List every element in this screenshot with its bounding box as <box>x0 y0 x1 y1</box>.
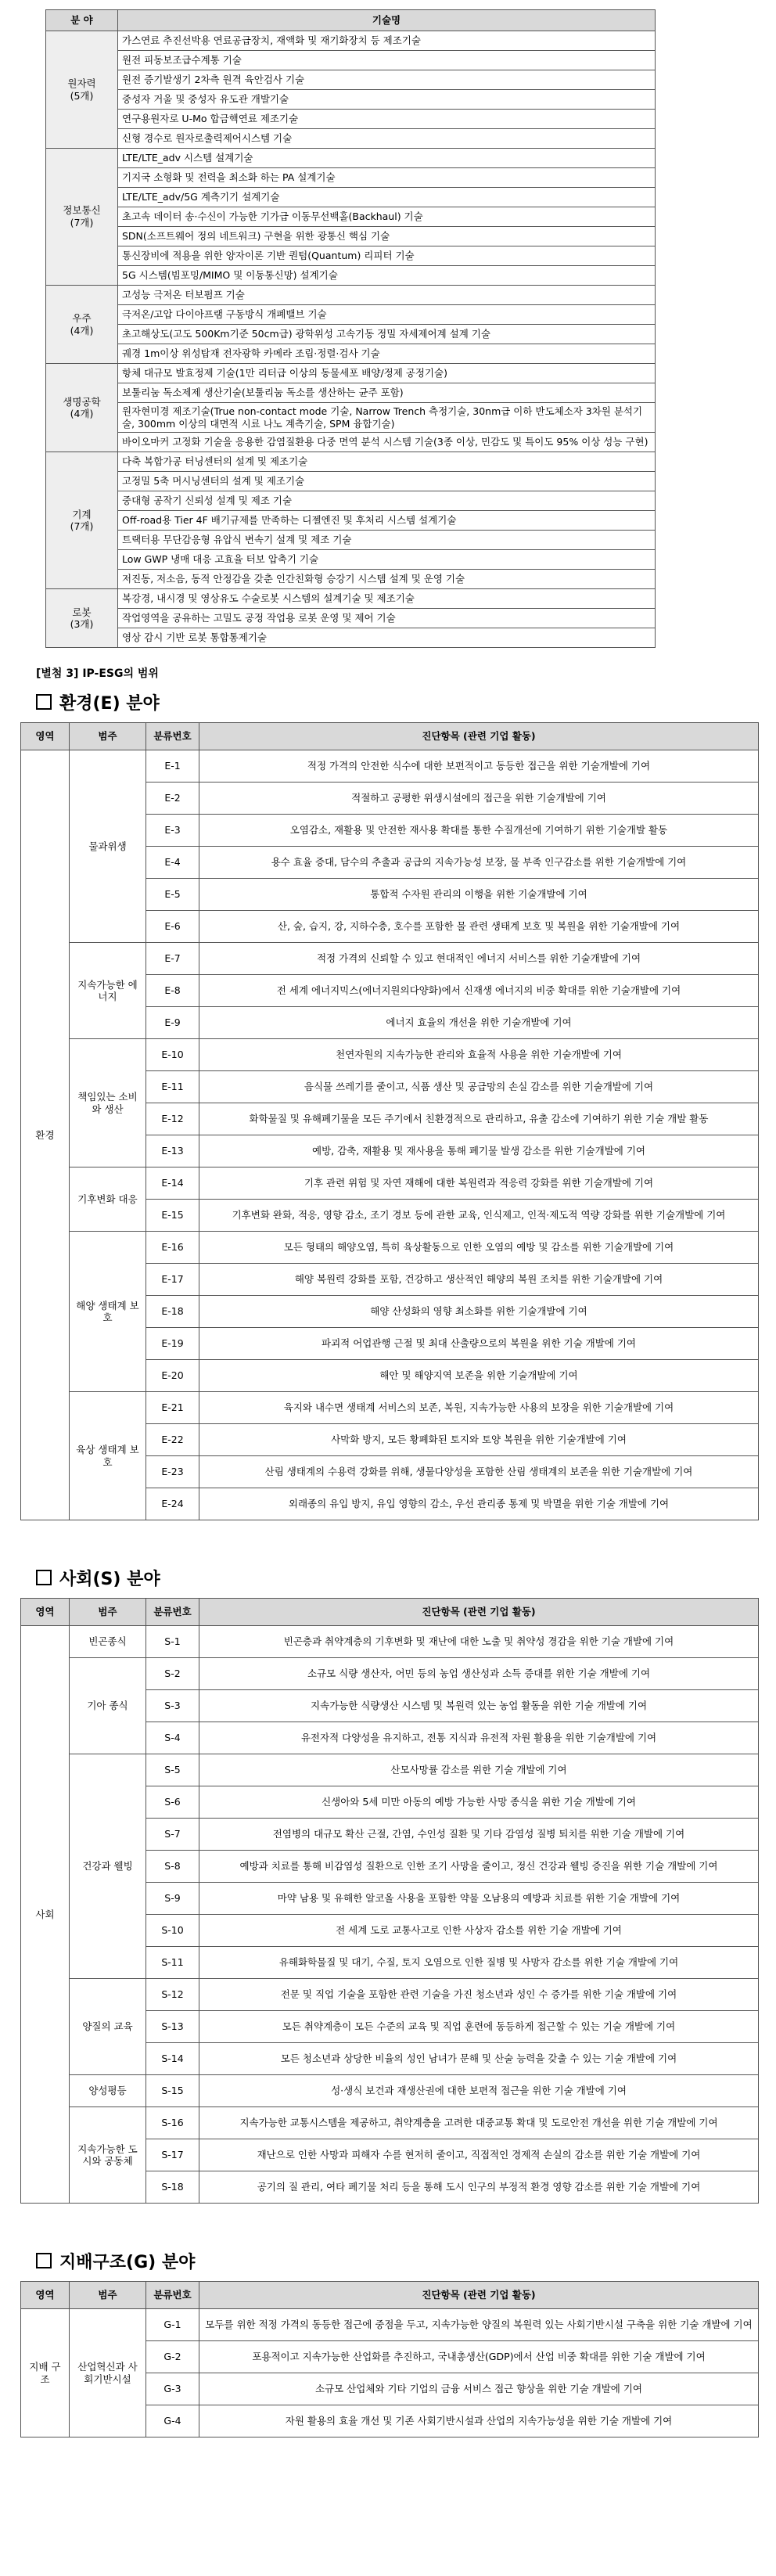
tech-row <box>46 589 656 609</box>
category-cell: 책임있는 소비와 생산 <box>70 1039 146 1167</box>
tech-name: 가스연료 추진선박용 연료공급장치, 재액화 및 재기화장치 등 제조기술 <box>118 31 656 51</box>
table-row <box>21 1167 759 1200</box>
tech-row <box>46 403 656 433</box>
category-count: (5개) <box>70 89 94 102</box>
item-cell: 유해화학물질 및 대기, 수질, 토지 오염으로 인한 질병 및 사망자 감소를 위한 기술 개발에 기여 <box>199 1947 759 1979</box>
square-bullet-icon <box>36 694 52 710</box>
code-cell: E-16 <box>146 1232 199 1264</box>
category-cell: 해양 생태계 보호 <box>70 1232 146 1392</box>
tech-category <box>46 149 118 286</box>
section-title-governance <box>36 2249 776 2273</box>
header-item: 진단항목 (관련 기업 활동) <box>199 723 759 750</box>
header-category: 범주 <box>70 1599 146 1626</box>
code-cell: S-10 <box>146 1915 199 1947</box>
tech-name: 통신장비에 적용을 위한 양자이론 기반 퀀텀(Quantum) 리피터 기술 <box>118 246 656 266</box>
tech-name: LTE/LTE_adv/5G 계측기기 설계기술 <box>118 188 656 207</box>
section-title-text: 지배구조(G) 분야 <box>59 2253 196 2273</box>
tech-name: 신형 경수로 원자로출력제어시스템 기술 <box>118 129 656 149</box>
social-table <box>20 1598 759 2204</box>
category-name: 기계 <box>72 508 92 520</box>
header-area: 영역 <box>21 1599 70 1626</box>
tech-row <box>46 286 656 305</box>
category-cell: 빈곤종식 <box>70 1626 146 1658</box>
tech-name: 고정밀 5축 머시닝센터의 설계 및 제조기술 <box>118 472 656 491</box>
category-name: 원자력 <box>67 77 96 89</box>
tech-category <box>46 452 118 589</box>
tech-name: 저진동, 저소음, 동적 안정감을 갖춘 인간친화형 승강기 시스템 설계 및 운영 기술 <box>118 570 656 589</box>
tech-row <box>46 364 656 383</box>
code-cell: E-12 <box>146 1103 199 1135</box>
code-cell: E-13 <box>146 1135 199 1167</box>
tech-name: 다축 복합가공 터닝센터의 설계 및 제조기술 <box>118 452 656 472</box>
category-cell: 건강과 웰빙 <box>70 1754 146 1979</box>
tech-row <box>46 472 656 491</box>
code-cell: E-3 <box>146 815 199 847</box>
code-cell: E-10 <box>146 1039 199 1071</box>
code-cell: S-14 <box>146 2043 199 2075</box>
code-cell: G-3 <box>146 2373 199 2405</box>
header-category: 범주 <box>70 2282 146 2309</box>
item-cell: 육지와 내수면 생태계 서비스의 보존, 복원, 지속가능한 사용의 보장을 위한 기술개발에 기여 <box>199 1392 759 1424</box>
code-cell: E-4 <box>146 847 199 879</box>
table-row <box>21 2107 759 2139</box>
tech-name: LTE/LTE_adv 시스템 설계기술 <box>118 149 656 168</box>
tech-name: 궤경 1m이상 위성탑재 전자광학 카메라 조립·정렬·검사 기술 <box>118 344 656 364</box>
category-count: (7개) <box>70 217 94 228</box>
header-category: 범주 <box>70 723 146 750</box>
item-cell: 빈곤층과 취약계층의 기후변화 및 재난에 대한 노출 및 취약성 경감을 위한 기술 개발에 기여 <box>199 1626 759 1658</box>
tech-row <box>46 628 656 648</box>
tech-row <box>46 129 656 149</box>
item-cell: 천연자원의 지속가능한 관리와 효율적 사용을 위한 기술개발에 기여 <box>199 1039 759 1071</box>
tech-name: 항체 대규모 발효정제 기술(1만 리터급 이상의 동물세포 배양/정제 공정기술) <box>118 364 656 383</box>
table-row <box>21 1039 759 1071</box>
esg-header-row <box>21 723 759 750</box>
code-cell: E-21 <box>146 1392 199 1424</box>
code-cell: S-1 <box>146 1626 199 1658</box>
code-cell: G-2 <box>146 2341 199 2373</box>
item-cell: 모든 취약계층이 모든 수준의 교육 및 직업 훈련에 동등하게 접근할 수 있는 기술 개발에 기여 <box>199 2011 759 2043</box>
code-cell: S-8 <box>146 1851 199 1883</box>
category-count: (7개) <box>70 520 94 533</box>
item-cell: 파괴적 어업관행 근절 및 최대 산출량으로의 복원을 위한 기술 개발에 기여 <box>199 1328 759 1360</box>
tech-name: 보툴리눔 독소제제 생산기술(보툴리눔 독소를 생산하는 균주 포함) <box>118 383 656 403</box>
category-cell: 지속가능한 에너지 <box>70 943 146 1039</box>
table-row <box>21 943 759 975</box>
code-cell: G-4 <box>146 2405 199 2437</box>
tech-name: Off-road용 Tier 4F 배기규제를 만족하는 디젤엔진 및 후처리 시스템 설계기술 <box>118 511 656 531</box>
code-cell: E-6 <box>146 911 199 943</box>
item-cell: 소규모 산업체와 기타 기업의 금융 서비스 접근 향상을 위한 기술 개발에 기여 <box>199 2373 759 2405</box>
category-name: 정보통신 <box>63 204 101 217</box>
esg-header-row <box>21 2282 759 2309</box>
table-row <box>21 2309 759 2341</box>
code-cell: E-1 <box>146 750 199 783</box>
item-cell: 외래종의 유입 방지, 유입 영향의 감소, 우선 관리종 통제 및 박멸을 위한 기술 개발에 기여 <box>199 1488 759 1520</box>
tech-row <box>46 51 656 70</box>
tech-name: 초고해상도(고도 500Km기준 50cm급) 광학위성 고속기동 정밀 자세제어계 설계 기술 <box>118 325 656 344</box>
item-cell: 공기의 질 관리, 여타 폐기물 처리 등을 통해 도시 인구의 부정적 환경 영향 감소를 위한 기술 개발에 기여 <box>199 2171 759 2204</box>
code-cell: E-8 <box>146 975 199 1007</box>
table-row <box>21 1979 759 2011</box>
item-cell: 오염감소, 재활용 및 안전한 재사용 확대를 통한 수질개선에 기여하기 위한 기술개발 활동 <box>199 815 759 847</box>
tech-name: 원전 증기발생기 2차측 원격 육안검사 기술 <box>118 70 656 90</box>
tech-row <box>46 531 656 550</box>
tech-row <box>46 325 656 344</box>
code-cell: S-6 <box>146 1786 199 1819</box>
table-row <box>21 1658 759 1690</box>
section-title-text: 환경(E) 분야 <box>59 694 160 714</box>
tech-name: 중성자 거울 및 중성자 유도관 개발기술 <box>118 90 656 110</box>
area-cell: 환경 <box>21 750 70 1520</box>
item-cell: 지속가능한 식량생산 시스템 및 복원력 있는 농업 활동을 위한 기술 개발에 기여 <box>199 1690 759 1722</box>
item-cell: 해양 산성화의 영향 최소화를 위한 기술개발에 기여 <box>199 1296 759 1328</box>
tech-category <box>46 589 118 648</box>
tech-name: 원자현미경 제조기술(True non-contact mode 기술, Narrow Trench 측정기술, 30nm급 이하 반도체소자 3차원 분석기술, 300mm 이상의 대면적 시료 나노 계측기술, SPM 융합기술) <box>118 403 656 433</box>
code-cell: S-7 <box>146 1819 199 1851</box>
code-cell: S-2 <box>146 1658 199 1690</box>
code-cell: E-15 <box>146 1200 199 1232</box>
item-cell: 기후변화 완화, 적응, 영향 감소, 조기 경보 등에 관한 교육, 인식제고, 인적·제도적 역량 강화를 위한 기술개발에 기여 <box>199 1200 759 1232</box>
tech-name: 트랙터용 무단감응형 유압식 변속기 설계 및 제조 기술 <box>118 531 656 550</box>
tech-name: 바이오마커 고정화 기술을 응용한 감염질환용 다중 면역 분석 시스템 기술(3종 이상, 민감도 및 특이도 95% 이상 성능 구현) <box>118 433 656 452</box>
tech-name: 기지국 소형화 및 전력을 최소화 하는 PA 설계기술 <box>118 168 656 188</box>
code-cell: E-23 <box>146 1456 199 1488</box>
code-cell: E-14 <box>146 1167 199 1200</box>
tech-name: 초고속 데이터 송·수신이 가능한 기가급 이동무선백홀(Backhaul) 기술 <box>118 207 656 227</box>
item-cell: 성·생식 보건과 재생산권에 대한 보편적 접근을 위한 기술 개발에 기여 <box>199 2075 759 2107</box>
item-cell: 포용적이고 지속가능한 산업화를 추진하고, 국내총생산(GDP)에서 산업 비중 확대를 위한 기술 개발에 기여 <box>199 2341 759 2373</box>
tech-row <box>46 452 656 472</box>
header-area: 영역 <box>21 2282 70 2309</box>
item-cell: 적정 가격의 안전한 식수에 대한 보편적이고 동등한 접근을 위한 기술개발에 기여 <box>199 750 759 783</box>
tech-row <box>46 511 656 531</box>
code-cell: S-4 <box>146 1722 199 1754</box>
item-cell: 사막화 방지, 모든 황폐화된 토지와 토양 복원을 위한 기술개발에 기여 <box>199 1424 759 1456</box>
item-cell: 화학물질 및 유해폐기물을 모든 주기에서 친환경적으로 관리하고, 유출 감소에 기여하기 위한 기술 개발 활동 <box>199 1103 759 1135</box>
item-cell: 모든 청소년과 상당한 비율의 성인 남녀가 문해 및 산술 능력을 갖출 수 있는 기술 개발에 기여 <box>199 2043 759 2075</box>
code-cell: E-2 <box>146 783 199 815</box>
item-cell: 전 세계 에너지믹스(에너지원의다양화)에서 신재생 에너지의 비중 확대를 위한 기술개발에 기여 <box>199 975 759 1007</box>
item-cell: 산림 생태계의 수용력 강화를 위해, 생물다양성을 포함한 산림 생태계의 보존을 위한 기술개발에 기여 <box>199 1456 759 1488</box>
code-cell: S-5 <box>146 1754 199 1786</box>
header-item: 진단항목 (관련 기업 활동) <box>199 1599 759 1626</box>
square-bullet-icon <box>36 1570 52 1585</box>
item-cell: 에너지 효율의 개선을 위한 기술개발에 기여 <box>199 1007 759 1039</box>
header-tech-name: 기술명 <box>118 10 656 31</box>
item-cell: 유전자적 다양성을 유지하고, 전통 지식과 유전적 자원 활용을 위한 기술개발에 기여 <box>199 1722 759 1754</box>
tech-name: 연구용원자로 U-Mo 합금핵연료 제조기술 <box>118 110 656 129</box>
tech-name: 중대형 공작기 신뢰성 설계 및 제조 기술 <box>118 491 656 511</box>
tech-name: 복강경, 내시경 및 영상유도 수술로봇 시스템의 설계기술 및 제조기술 <box>118 589 656 609</box>
tech-row <box>46 491 656 511</box>
item-cell: 지속가능한 교통시스템을 제공하고, 취약계층을 고려한 대중교통 확대 및 도로안전 개선을 위한 기술 개발에 기여 <box>199 2107 759 2139</box>
category-name: 우주 <box>72 311 92 324</box>
table-row <box>21 750 759 783</box>
tech-name: 작업영역을 공유하는 고밀도 공정 작업용 로봇 운영 및 제어 기술 <box>118 609 656 628</box>
tech-name: Low GWP 냉매 대응 고효율 터보 압축기 기술 <box>118 550 656 570</box>
tech-row <box>46 433 656 452</box>
tech-row <box>46 227 656 246</box>
tech-row <box>46 246 656 266</box>
item-cell: 소규모 식량 생산자, 어민 등의 농업 생산성과 소득 증대를 위한 기술 개발에 기여 <box>199 1658 759 1690</box>
tech-row <box>46 266 656 286</box>
code-cell: S-17 <box>146 2139 199 2171</box>
code-cell: S-12 <box>146 1979 199 2011</box>
item-cell: 산, 숲, 습지, 강, 지하수층, 호수를 포함한 물 관련 생태계 보호 및 복원을 위한 기술개발에 기여 <box>199 911 759 943</box>
code-cell: E-18 <box>146 1296 199 1328</box>
section-title-social <box>36 1566 776 1590</box>
tech-row <box>46 168 656 188</box>
item-cell: 해양 복원력 강화를 포함, 건강하고 생산적인 해양의 복원 조치를 위한 기술개발에 기여 <box>199 1264 759 1296</box>
header-item: 진단항목 (관련 기업 활동) <box>199 2282 759 2309</box>
item-cell: 해안 및 해양지역 보존을 위한 기술개발에 기여 <box>199 1360 759 1392</box>
item-cell: 모든 형태의 해양오염, 특히 육상활동으로 인한 오염의 예방 및 감소를 위한 기술개발에 기여 <box>199 1232 759 1264</box>
tech-row <box>46 149 656 168</box>
item-cell: 예방, 감축, 재활용 및 재사용을 통해 폐기물 발생 감소를 위한 기술개발에 기여 <box>199 1135 759 1167</box>
esg-header-row <box>21 1599 759 1626</box>
code-cell: E-9 <box>146 1007 199 1039</box>
item-cell: 신생아와 5세 미만 아동의 예방 가능한 사망 종식을 위한 기술 개발에 기여 <box>199 1786 759 1819</box>
code-cell: S-18 <box>146 2171 199 2204</box>
code-cell: S-9 <box>146 1883 199 1915</box>
category-cell: 산업혁신과 사회기반시설 <box>70 2309 146 2437</box>
square-bullet-icon <box>36 2253 52 2268</box>
category-cell: 물과위생 <box>70 750 146 943</box>
category-cell: 양질의 교육 <box>70 1979 146 2075</box>
item-cell: 자원 활용의 효율 개선 및 기존 사회기반시설과 산업의 지속가능성을 위한 기술 개발에 기여 <box>199 2405 759 2437</box>
tech-row <box>46 570 656 589</box>
code-cell: S-16 <box>146 2107 199 2139</box>
category-name: 로봇 <box>72 606 92 618</box>
tech-name: SDN(소프트웨어 정의 네트워크) 구현을 위한 광통신 핵심 기술 <box>118 227 656 246</box>
category-cell: 기후변화 대응 <box>70 1167 146 1232</box>
tech-row <box>46 305 656 325</box>
code-cell: E-7 <box>146 943 199 975</box>
category-cell: 육상 생태계 보호 <box>70 1392 146 1520</box>
section-title-environment <box>36 690 776 714</box>
table-row <box>21 2075 759 2107</box>
item-cell: 전염병의 대규모 확산 근절, 간염, 수인성 질환 및 기타 감염성 질병 퇴치를 위한 기술 개발에 기여 <box>199 1819 759 1851</box>
tech-row <box>46 110 656 129</box>
tech-name: 원전 피동보조급수계통 기술 <box>118 51 656 70</box>
tech-row <box>46 383 656 403</box>
category-name: 생명공학 <box>63 395 101 408</box>
tech-row <box>46 609 656 628</box>
section-title-text: 사회(S) 분야 <box>59 1570 160 1590</box>
table-row <box>21 1626 759 1658</box>
tech-row <box>46 70 656 90</box>
table-row <box>21 1392 759 1424</box>
item-cell: 적절하고 공평한 위생시설에의 접근을 위한 기술개발에 기여 <box>199 783 759 815</box>
code-cell: E-5 <box>146 879 199 911</box>
header-area: 영역 <box>21 723 70 750</box>
code-cell: S-11 <box>146 1947 199 1979</box>
item-cell: 예방과 치료를 통해 비감염성 질환으로 인한 조기 사망을 줄이고, 정신 건강과 웰빙 증진을 위한 기술 개발에 기여 <box>199 1851 759 1883</box>
header-code: 분류번호 <box>146 723 199 750</box>
category-cell: 지속가능한 도시와 공동체 <box>70 2107 146 2204</box>
area-cell: 지배 구조 <box>21 2309 70 2437</box>
code-cell: E-19 <box>146 1328 199 1360</box>
environment-table <box>20 722 759 1520</box>
category-count: (3개) <box>70 618 94 631</box>
item-cell: 음식물 쓰레기를 줄이고, 식품 생산 및 공급망의 손실 감소를 위한 기술개발에 기여 <box>199 1071 759 1103</box>
item-cell: 마약 남용 및 유해한 알코올 사용을 포함한 약물 오남용의 예방과 치료를 위한 기술 개발에 기여 <box>199 1883 759 1915</box>
category-count: (4개) <box>70 324 94 336</box>
category-cell: 기아 종식 <box>70 1658 146 1754</box>
table-row <box>21 1754 759 1786</box>
tech-name: 영상 감시 기반 로봇 통합통제기술 <box>118 628 656 648</box>
item-cell: 전 세계 도로 교통사고로 인한 사상자 감소를 위한 기술 개발에 기여 <box>199 1915 759 1947</box>
tech-row <box>46 207 656 227</box>
item-cell: 재난으로 인한 사망과 피해자 수를 현저히 줄이고, 직접적인 경제적 손실의 감소를 위한 기술 개발에 기여 <box>199 2139 759 2171</box>
tech-name: 5G 시스템(빔포밍/MIMO 및 이동통신망) 설계기술 <box>118 266 656 286</box>
code-cell: S-13 <box>146 2011 199 2043</box>
tech-category <box>46 31 118 149</box>
header-field: 분 야 <box>46 10 118 31</box>
code-cell: S-3 <box>146 1690 199 1722</box>
code-cell: E-24 <box>146 1488 199 1520</box>
tech-name: 고성능 극저온 터보펌프 기술 <box>118 286 656 305</box>
tech-row <box>46 90 656 110</box>
item-cell: 용수 효율 증대, 담수의 추출과 공급의 지속가능성 보장, 물 부족 인구감소를 위한 기술개발에 기여 <box>199 847 759 879</box>
tech-row <box>46 550 656 570</box>
category-cell: 양성평등 <box>70 2075 146 2107</box>
item-cell: 모두를 위한 적정 가격의 동등한 접근에 중점을 두고, 지속가능한 양질의 복원력 있는 사회기반시설 구축을 위한 기술 개발에 기여 <box>199 2309 759 2341</box>
area-cell: 사회 <box>21 1626 70 2204</box>
category-count: (4개) <box>70 408 94 420</box>
item-cell: 산모사망률 감소를 위한 기술 개발에 기여 <box>199 1754 759 1786</box>
appendix-title: [별첨 3] IP-ESG의 범위 <box>36 667 159 681</box>
item-cell: 기후 관련 위험 및 자연 재해에 대한 복원력과 적응력 강화를 위한 기술개발에 기여 <box>199 1167 759 1200</box>
table-row <box>21 1232 759 1264</box>
item-cell: 적정 가격의 신뢰할 수 있고 현대적인 에너지 서비스를 위한 기술개발에 기여 <box>199 943 759 975</box>
item-cell: 전문 및 직업 기술을 포함한 관련 기술을 가진 청소년과 성인 수 증가를 위한 기술 개발에 기여 <box>199 1979 759 2011</box>
governance-table <box>20 2281 759 2437</box>
code-cell: S-15 <box>146 2075 199 2107</box>
tech-category <box>46 364 118 452</box>
item-cell: 통합적 수자원 관리의 이행을 위한 기술개발에 기여 <box>199 879 759 911</box>
tech-row <box>46 31 656 51</box>
tech-name: 극저온/고압 다이아프램 구동방식 개폐밸브 기술 <box>118 305 656 325</box>
code-cell: E-20 <box>146 1360 199 1392</box>
tech-table <box>45 9 656 648</box>
tech-row <box>46 344 656 364</box>
tech-category <box>46 286 118 364</box>
code-cell: E-22 <box>146 1424 199 1456</box>
tech-row <box>46 188 656 207</box>
tech-table-header <box>46 10 656 31</box>
header-code: 분류번호 <box>146 2282 199 2309</box>
code-cell: E-11 <box>146 1071 199 1103</box>
code-cell: G-1 <box>146 2309 199 2341</box>
code-cell: E-17 <box>146 1264 199 1296</box>
header-code: 분류번호 <box>146 1599 199 1626</box>
